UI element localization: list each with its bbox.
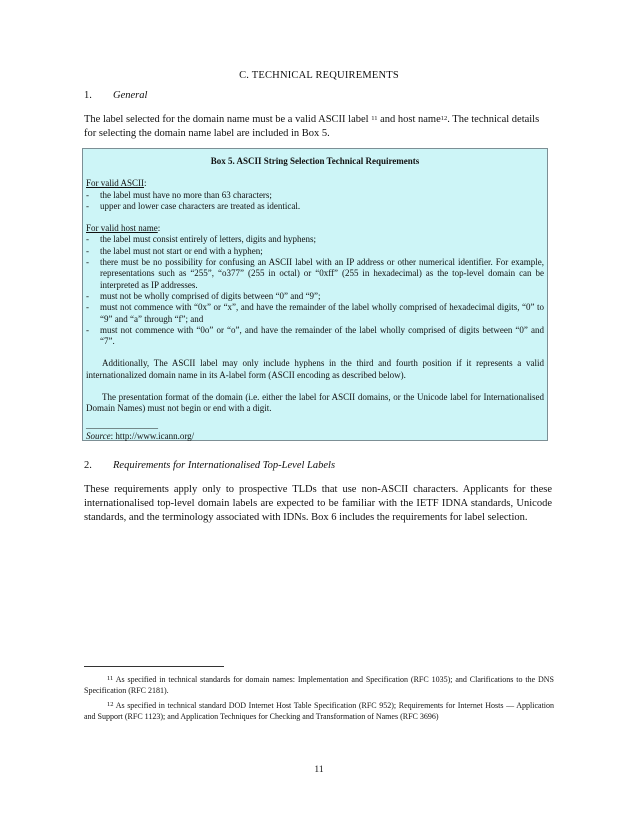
presentation-paragraph: The presentation format of the domain (i.e. either the label for ASCII domains, or the Unicode label for Internationalised Domain Names) must not begin or end with a digit. [86,392,544,414]
footnote-number: 12 [107,701,114,708]
list-item: - the label must consist entirely of letters, digits and hyphens; [86,234,316,245]
list-item: - must not commence with “0o” or “o”, and have the remainder of the label wholly comprised of digits between “0” and “7”. [86,324,544,347]
box-rule: ________________ [86,419,158,430]
box-source: Source: http://www.icann.org/ [86,430,195,441]
intro-text-c: . The technical details for selecting the domain name label are included in Box 5. [84,114,540,139]
footnote-separator [84,666,224,667]
footnote-12 [84,701,554,722]
box-title: Box 5. ASCII String Selection Technical Requirements [210,156,420,166]
list-item: - must not commence with “0x” or “x”, and have the remainder of the label wholly comprised of hexadecimal digits, “0” to “9” and “a” through “f”; and [86,302,544,324]
footnote-number: 11 [107,675,114,682]
footnote-ref-11[interactable]: 11 [371,115,378,122]
additional-paragraph: Additionally, The ASCII label may only include hyphens in the third and fourth position if it represents a valid internationalized domain name in its A-label form (ASCII encoding as described below). [86,358,544,380]
footnote-11 [84,675,554,696]
page-number: 11 [314,765,324,775]
list-item: - the label must have no more than 63 characters; [86,189,272,200]
host-heading: For valid host name: [86,223,161,234]
list-item: - upper and lower case characters are treated as identical. [86,200,301,211]
box-5 [82,148,548,441]
heading-number: 2. [84,460,92,471]
list-item: - must not be wholly comprised of digits between “0” and “9”; [86,290,321,301]
footnote-ref-12[interactable]: 12 [440,115,448,122]
intro-text-a: The label selected for the domain name must be a valid ASCII label [84,114,369,125]
intro-paragraph [84,113,552,141]
heading-number: 1. [84,90,92,101]
section-title: C. TECHNICAL REQUIREMENTS [239,70,399,81]
ascii-heading: For valid ASCII: [86,178,147,189]
footnote-text: As specified in technical standard DOD Internet Host Table Specification (RFC 952); Requirements for Internet Hosts — Application and Support (RFC 1123); and Application Techniques for Checking and Transformation of Names (RFC 3696) [84,701,555,721]
intro-text-b: and host name [377,114,441,125]
footnote-text: As specified in technical standards for domain names: Implementation and Specification (RFC 1035); and Clarifications to the DNS Specification (RFC 2181). [84,675,555,695]
list-item: - there must be no possibility for confusing an ASCII label with an IP address or other numerical identifier. For example, representations such as “255”, “o377” (255 in octal) or “0xff” (255 in hexadecimal) as the top-level domain can be interpreted as IP addresses. [86,257,544,290]
heading-general [84,90,147,101]
heading-text: Requirements for Internationalised Top-Level Labels [113,460,336,471]
heading-text: General [113,90,148,101]
idn-paragraph: These requirements apply only to prospective TLDs that use non-ASCII characters. Applicants for these internationalised top-level domain labels are expected to be familiar with the IETF IDNA standards, Unicode standards, and the terminology associated with IDNs. Box 6 includes the requirements for label selection. [84,484,552,523]
list-item: - the label must not start or end with a hyphen; [86,245,263,256]
heading-idn [84,460,335,471]
